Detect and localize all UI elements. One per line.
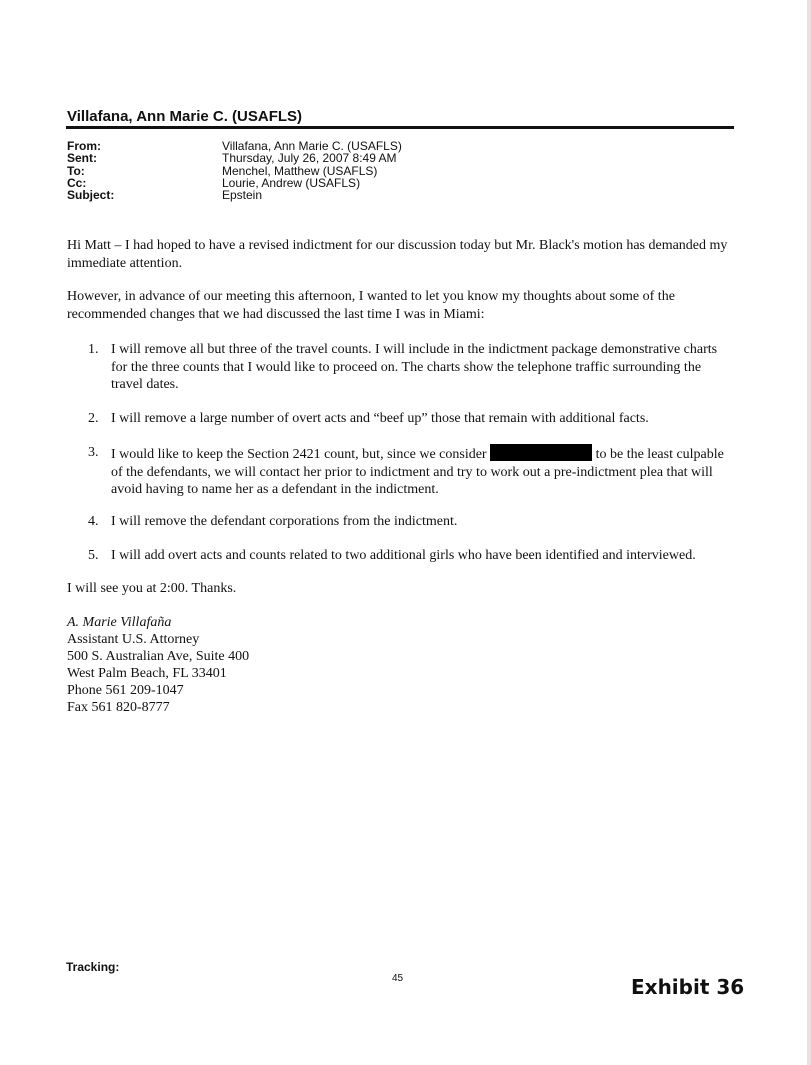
cc-value: Lourie, Andrew (USAFLS) (222, 175, 361, 190)
list-item-text: I will remove the defendant corporations from the indictment. (111, 514, 458, 529)
signature-address-line1: 500 S. Australian Ave, Suite 400 (67, 649, 250, 664)
subject-value: Epstein (222, 188, 263, 203)
from-value: Villafana, Ann Marie C. (USAFLS) (222, 139, 402, 153)
exhibit-label: Exhibit 36 (631, 975, 745, 999)
list-item-text: I will remove all but three of the travel counts. I will include in the indictment package demonstrative charts for the three counts that I would like to proceed on. The charts show the telephone traffic surrounding the travel dates. (111, 342, 718, 392)
tracking-label: Tracking: (66, 960, 120, 974)
list-item-text: I will remove a large number of overt acts and “beef up” those that remain with additional facts. (111, 411, 649, 426)
list-item-text-after: to be the least culpable of the defendants, we will contact her prior to indictment and try to work out a pre-indictment plea that will avoid having to name her as a defendant in the indictment. (111, 447, 724, 497)
signature-fax: Fax 561 820-8777 (67, 700, 170, 715)
list-item-number: 2. (88, 411, 99, 426)
page-edge (807, 0, 811, 1065)
list-item-number: 5. (88, 548, 99, 563)
intro-paragraph: However, in advance of our meeting this afternoon, I wanted to let you know my thoughts about some of the recommended changes that we had discussed the last time I was in Miami: (67, 289, 675, 322)
list-item-text (111, 444, 733, 499)
list-item-number: 3. (88, 445, 99, 460)
to-value: Menchel, Matthew (USAFLS) (222, 163, 378, 178)
header-rule (66, 126, 734, 129)
signature-block (67, 614, 249, 716)
from-label: From: (67, 139, 101, 153)
greeting-paragraph: Hi Matt – I had hoped to have a revised indictment for our discussion today but Mr. Black's motion has demanded my immediate attention. (67, 238, 728, 271)
list-item-number: 1. (88, 342, 99, 357)
list-item-text-before: I would like to keep the Section 2421 count, but, since we consider (111, 447, 487, 462)
sent-value: Thursday, July 26, 2007 8:49 AM (222, 151, 397, 166)
list-item-text: I will add overt acts and counts related to two additional girls who have been identified and interviewed. (111, 548, 696, 563)
cc-label: Cc: (67, 175, 87, 190)
signature-address-line2: West Palm Beach, FL 33401 (67, 666, 227, 681)
to-label: To: (67, 163, 85, 178)
sent-label: Sent: (67, 151, 97, 166)
page-number: 45 (392, 973, 404, 984)
closing-line: I will see you at 2:00. Thanks. (67, 581, 237, 596)
list-item-number: 4. (88, 514, 99, 529)
signature-title: Assistant U.S. Attorney (67, 632, 200, 647)
subject-label: Subject: (67, 188, 115, 203)
signature-name: A. Marie Villafaña (67, 615, 172, 630)
signature-phone: Phone 561 209-1047 (67, 683, 184, 698)
redaction-box (490, 444, 592, 461)
sender-name-heading: Villafana, Ann Marie C. (USAFLS) (67, 108, 303, 125)
